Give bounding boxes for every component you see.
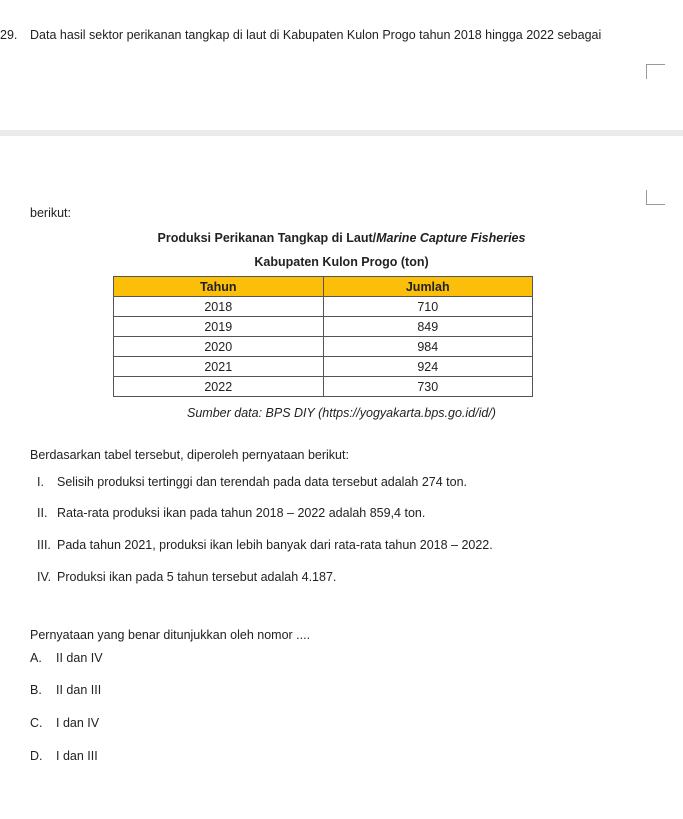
option-letter: B. — [30, 683, 42, 697]
statement-item — [37, 475, 467, 489]
option-letter: A. — [30, 651, 42, 665]
crop-corner-top-icon — [646, 64, 665, 79]
question-number: 29. — [0, 28, 18, 42]
table-header-row — [114, 277, 533, 297]
cell-year: 2019 — [114, 317, 324, 337]
option-b[interactable] — [30, 683, 101, 697]
cell-amount: 924 — [323, 357, 533, 377]
option-text: II dan IV — [56, 651, 103, 665]
table-source: Sumber data: BPS DIY (https://yogyakarta.bps.go.id/id/) — [187, 406, 496, 420]
statement-item — [37, 570, 336, 584]
table-title — [0, 231, 683, 245]
statement-number: I. — [37, 475, 44, 489]
option-letter: D. — [30, 749, 43, 763]
cell-year: 2018 — [114, 297, 324, 317]
header-tahun: Tahun — [114, 277, 324, 297]
option-c[interactable] — [30, 716, 99, 730]
table-title-prefix: Produksi Perikanan Tangkap di Laut/ — [157, 231, 377, 245]
table-row — [114, 357, 533, 377]
table-title-english: Marine Capture Fisheries — [376, 231, 526, 245]
statement-item — [37, 506, 425, 520]
option-d[interactable] — [30, 749, 98, 763]
table-subtitle: Kabupaten Kulon Progo (ton) — [254, 255, 429, 269]
option-text: I dan IV — [56, 716, 100, 730]
statement-number: III. — [37, 538, 51, 552]
cell-year: 2020 — [114, 337, 324, 357]
table-row — [114, 297, 533, 317]
statement-text: Pada tahun 2021, produksi ikan lebih banyak dari rata-rata tahun 2018 – 2022. — [57, 538, 493, 552]
cell-year: 2021 — [114, 357, 324, 377]
page-separator — [0, 130, 683, 136]
option-text: I dan III — [56, 749, 98, 763]
header-jumlah: Jumlah — [323, 277, 533, 297]
statements-intro: Berdasarkan tabel tersebut, diperoleh pernyataan berikut: — [30, 448, 349, 462]
crop-corner-bottom-icon — [646, 190, 665, 205]
table-row — [114, 317, 533, 337]
statement-number: II. — [37, 506, 48, 520]
question-text: Data hasil sektor perikanan tangkap di laut di Kabupaten Kulon Progo tahun 2018 hingga 2022 sebagai — [30, 28, 602, 42]
statement-text: Rata-rata produksi ikan pada tahun 2018 – 2022 adalah 859,4 ton. — [57, 506, 426, 520]
cell-amount: 710 — [323, 297, 533, 317]
statement-text: Produksi ikan pada 5 tahun tersebut adalah 4.187. — [57, 570, 337, 584]
option-text: II dan III — [56, 683, 102, 697]
statement-item — [37, 538, 493, 552]
cell-amount: 849 — [323, 317, 533, 337]
statement-number: IV. — [37, 570, 52, 584]
table-row — [114, 337, 533, 357]
option-letter: C. — [30, 716, 43, 730]
question-continuation: berikut: — [30, 206, 71, 220]
table-row — [114, 377, 533, 397]
data-table — [113, 276, 533, 397]
question-prompt: Pernyataan yang benar ditunjukkan oleh nomor .... — [30, 628, 311, 642]
option-a[interactable] — [30, 651, 103, 665]
cell-amount: 984 — [323, 337, 533, 357]
cell-amount: 730 — [323, 377, 533, 397]
cell-year: 2022 — [114, 377, 324, 397]
statement-text: Selisih produksi tertinggi dan terendah pada data tersebut adalah 274 ton. — [57, 475, 468, 489]
